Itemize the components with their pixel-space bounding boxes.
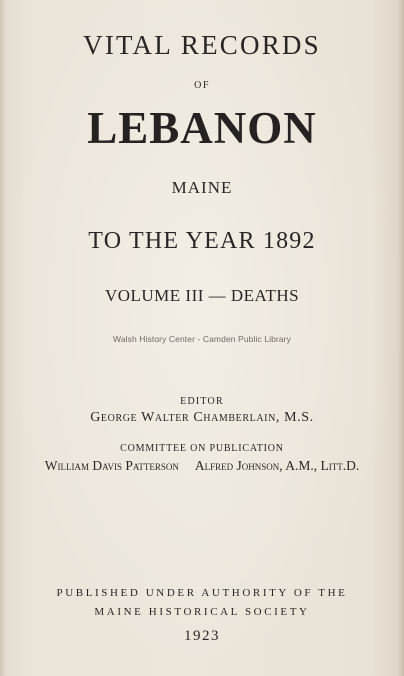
committee-member-2: Alfred Johnson, A.M., Litt.D. (194, 458, 360, 473)
committee-label: COMMITTEE ON PUBLICATION (120, 443, 284, 454)
committee-members (0, 458, 404, 474)
publication-year: 1923 (184, 628, 220, 644)
editor-label: EDITOR (180, 396, 224, 407)
title-of: OF (194, 80, 210, 91)
publisher-line-2: MAINE HISTORICAL SOCIETY (94, 606, 310, 618)
publisher-line-1: PUBLISHED UNDER AUTHORITY OF THE (56, 587, 348, 599)
committee-member-1: William Davis Patterson (44, 458, 179, 473)
title-town: LEBANON (87, 103, 317, 153)
editor-name: George Walter Chamberlain, M.S. (90, 410, 314, 425)
title-state: MAINE (171, 178, 233, 197)
title-volume: VOLUME III — DEATHS (104, 286, 300, 305)
title-to-year: TO THE YEAR 1892 (88, 228, 316, 254)
title-vital-records: VITAL RECORDS (83, 30, 321, 60)
library-watermark: Walsh History Center - Camden Public Library (113, 334, 291, 344)
